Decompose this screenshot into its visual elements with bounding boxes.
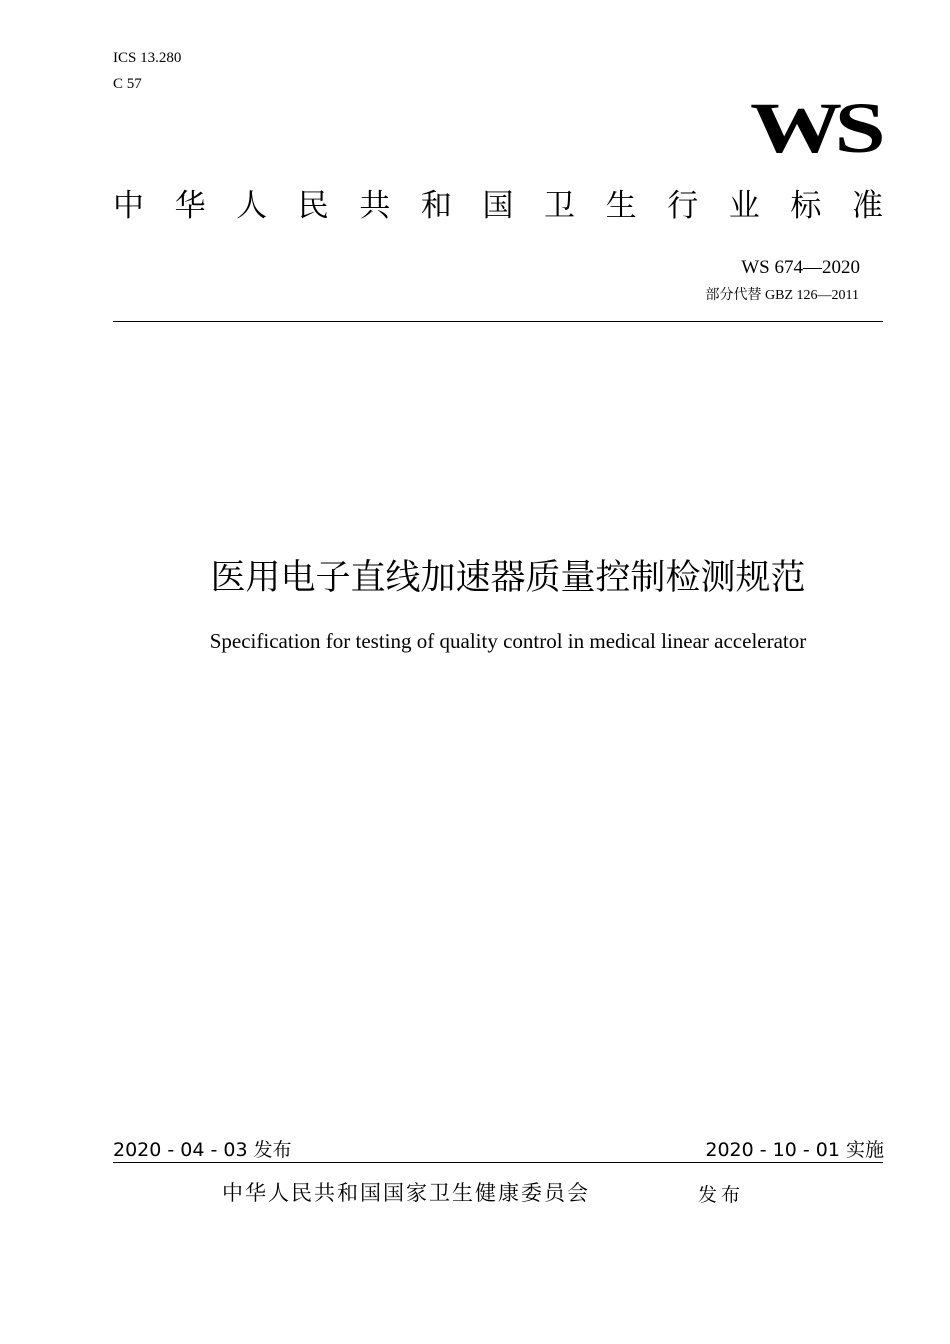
footer-divider [113, 1162, 883, 1163]
category-char: 准 [851, 188, 883, 224]
issuing-label: 发布 [698, 1184, 745, 1206]
ics-code: ICS 13.280 [113, 50, 182, 66]
category-char: 生 [605, 188, 637, 224]
document-title-chinese: 医用电子直线加速器质量控制检测规范 [210, 558, 806, 598]
category-char: 标 [790, 188, 822, 224]
category-char: 人 [236, 188, 268, 224]
header-divider [113, 321, 883, 322]
replaces-note: 部分代替 GBZ 126—2011 [705, 288, 859, 303]
standard-number: WS 674—2020 [741, 257, 860, 278]
category-char: 业 [728, 188, 760, 224]
category-char: 共 [359, 188, 391, 224]
category-char: 华 [174, 188, 206, 224]
ccs-code: C 57 [113, 76, 142, 92]
ws-logo: WS [749, 88, 878, 168]
issuing-authority: 中华人民共和国国家卫生健康委员会 [222, 1181, 590, 1205]
implement-date: 2020 - 10 - 01 实施 [705, 1139, 884, 1161]
standard-category-title [113, 186, 883, 226]
category-char: 民 [297, 188, 329, 224]
category-char: 行 [667, 188, 699, 224]
category-char: 和 [420, 188, 452, 224]
publish-date: 2020 - 04 - 03 发布 [113, 1139, 292, 1161]
category-char: 卫 [544, 188, 576, 224]
category-char: 中 [113, 188, 144, 224]
category-char: 国 [482, 188, 514, 224]
document-title-english: Specification for testing of quality control in medical linear accelerator [209, 629, 807, 653]
